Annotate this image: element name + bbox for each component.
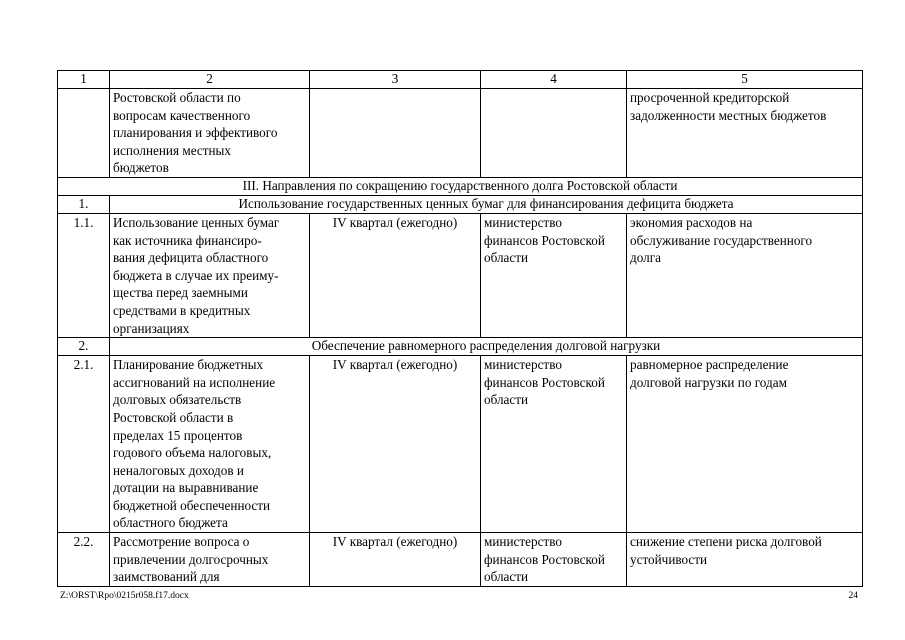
period-cell: IV квартал (ежегодно) (310, 356, 481, 533)
subsection-title: Использование государственных ценных бумаг для финансирования дефицита бюджета (110, 195, 863, 213)
subsection-number: 2. (58, 338, 110, 356)
cell-text-line: Использование ценных бумаг (113, 214, 280, 230)
subsection-number: 1. (58, 195, 110, 213)
cell-text-line: бюджетной обеспеченности (113, 497, 271, 513)
result-cell (627, 213, 863, 337)
cell-text-line: бюджетов (113, 160, 169, 176)
cell-text-line: ассигнований на исполнение (113, 374, 276, 390)
subsection-row-1 (58, 195, 863, 213)
cell-text-line: заимствований для (113, 569, 220, 585)
cell-text-line: министерство (484, 214, 562, 230)
header-cell-4: 4 (481, 71, 627, 89)
period-cell: IV квартал (ежегодно) (310, 213, 481, 337)
executor-cell (481, 213, 627, 337)
result-cell (627, 356, 863, 533)
num-cell: 2.1. (58, 356, 110, 533)
cell-text-line: годового объема налоговых, (113, 445, 272, 461)
measure-cell (110, 533, 310, 587)
page-number: 24 (848, 591, 858, 601)
cell-text-line: как источника финансиро- (113, 232, 262, 248)
cell-text-line: просроченной кредиторской (630, 90, 790, 105)
measures-table (57, 70, 863, 587)
cell-text-line: снижение степени риска долговой (630, 534, 822, 550)
measure-cell (110, 89, 310, 178)
num-cell: 1.1. (58, 213, 110, 337)
result-cell (627, 533, 863, 587)
subsection-row-2 (58, 338, 863, 356)
section-heading: III. Направления по сокращению государственного долга Ростовской области (58, 177, 863, 195)
cell-text-line: финансов Ростовской (484, 374, 605, 390)
cell-text-line: дотации на выравнивание (113, 480, 259, 496)
cell-text-line: пределах 15 процентов (113, 427, 243, 443)
header-row (58, 71, 863, 89)
cell-text-line: Ростовской области в (113, 409, 234, 425)
cell-text-line: долговой нагрузки по годам (630, 374, 787, 390)
cell-text-line: исполнения местных (113, 142, 232, 158)
cell-text-line: Планирование бюджетных (113, 357, 264, 373)
cell-text-line: вопросам качественного (113, 107, 251, 123)
cell-text-line: Рассмотрение вопроса о (113, 534, 250, 550)
section-row (58, 177, 863, 195)
result-cell (627, 89, 863, 178)
cell-text-line: области (484, 250, 529, 266)
measure-cell (110, 356, 310, 533)
header-cell-3: 3 (310, 71, 481, 89)
cell-text-line: Ростовской области по (113, 90, 241, 105)
cell-text-line: задолженности местных бюджетов (630, 107, 827, 123)
cell-text-line: области (484, 569, 529, 585)
cell-text-line: областного бюджета (113, 515, 228, 531)
cell-text-line: области (484, 392, 529, 408)
num-cell (58, 89, 110, 178)
cell-text-line: финансов Ростовской (484, 551, 605, 567)
executor-cell (481, 533, 627, 587)
cell-text-line: долговых обязательств (113, 392, 242, 408)
measure-cell (110, 213, 310, 337)
cell-text-line: щества перед заемными (113, 285, 248, 301)
cell-text-line: неналоговых доходов и (113, 462, 244, 478)
table-row (58, 356, 863, 533)
executor-cell (481, 89, 627, 178)
period-cell: IV квартал (ежегодно) (310, 533, 481, 587)
cell-text-line: планирования и эффективого (113, 125, 278, 141)
cell-text-line: равномерное распределение (630, 357, 789, 373)
cell-text-line: обслуживание государственного (630, 232, 813, 248)
cell-text-line: вания дефицита областного (113, 250, 269, 266)
cell-text-line: долга (630, 250, 661, 266)
period-cell (310, 89, 481, 178)
cell-text-line: экономия расходов на (630, 214, 753, 230)
cell-text-line: привлечении долгосрочных (113, 551, 269, 567)
executor-cell (481, 356, 627, 533)
header-cell-1: 1 (58, 71, 110, 89)
cell-text-line: министерство (484, 534, 562, 550)
header-cell-2: 2 (110, 71, 310, 89)
cell-text-line: финансов Ростовской (484, 232, 605, 248)
continuation-row (58, 89, 863, 178)
table-row (58, 213, 863, 337)
footer-file-path: Z:\ORST\Rpo\0215r058.f17.docx (60, 591, 189, 601)
subsection-title: Обеспечение равномерного распределения долговой нагрузки (110, 338, 863, 356)
table-row (58, 533, 863, 587)
cell-text-line: устойчивости (630, 551, 708, 567)
cell-text-line: министерство (484, 357, 562, 373)
num-cell: 2.2. (58, 533, 110, 587)
cell-text-line: организациях (113, 320, 190, 336)
header-cell-5: 5 (627, 71, 863, 89)
cell-text-line: средствами в кредитных (113, 302, 251, 318)
cell-text-line: бюджета в случае их преиму- (113, 267, 279, 283)
